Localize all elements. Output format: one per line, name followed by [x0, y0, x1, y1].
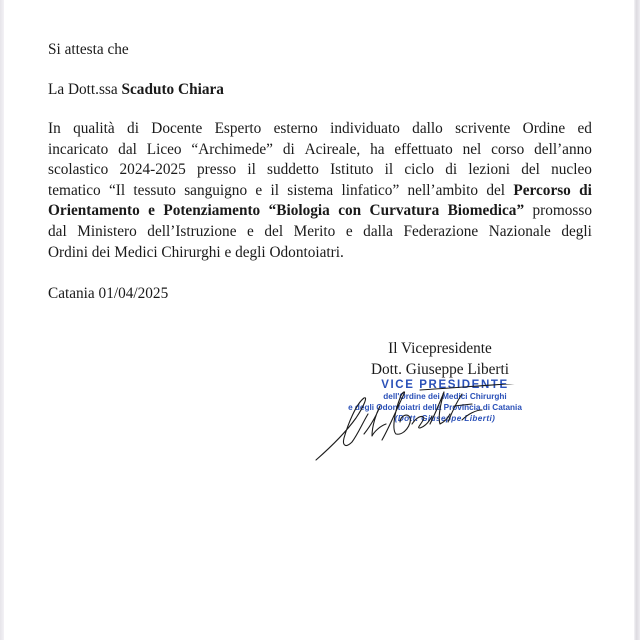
- signature-block: [340, 339, 540, 380]
- body-word: Merito: [293, 222, 336, 240]
- body-word: e: [148, 202, 155, 220]
- body-line-2: [48, 140, 592, 161]
- body-word: ha: [370, 140, 385, 158]
- body-word: individuato: [330, 120, 400, 137]
- official-stamp: [350, 379, 540, 424]
- body-word: dell’anno: [534, 140, 592, 158]
- body-line-5: [48, 201, 592, 222]
- body-word: esterno: [273, 120, 318, 137]
- stamp-line-3: (Dott. Giuseppe Liberti): [394, 414, 496, 423]
- body-word: In: [48, 120, 61, 137]
- body-word: Ordine: [522, 120, 566, 137]
- body-word: Potenziamento: [163, 202, 261, 220]
- body-word: del: [264, 222, 284, 240]
- body-word: ed: [577, 120, 592, 137]
- body-word: Liceo: [146, 140, 182, 158]
- body-word: nel: [462, 140, 482, 158]
- body-word: incaricato: [48, 140, 109, 158]
- place-date: Catania 01/04/2025: [48, 285, 169, 302]
- stamp-line-1: dell'Ordine dei Medici Chirurghi: [383, 392, 507, 401]
- body-word: linfatico”: [341, 181, 400, 199]
- body-word: di: [445, 161, 458, 179]
- page-edge-right: [634, 0, 640, 640]
- signer-role: Il Vicepresidente: [388, 340, 492, 357]
- body-word: “Biologia: [268, 202, 330, 220]
- body-word: promosso: [532, 202, 592, 220]
- body-word: del: [521, 161, 540, 179]
- stamp-title: VICE PRESIDENTE: [381, 379, 509, 391]
- body-word: il: [247, 161, 256, 179]
- body-word: il: [270, 181, 279, 199]
- body-line-3: [48, 160, 592, 181]
- body-word: dal: [48, 222, 67, 240]
- body-word: ciclo: [404, 161, 435, 179]
- body-word: Federazione: [403, 222, 479, 240]
- body-word: e: [255, 181, 263, 199]
- body-word: nell’ambito: [407, 181, 479, 199]
- body-word: suddetto: [267, 161, 319, 179]
- body-word: “Archimede”: [191, 140, 273, 158]
- body-word: “Il: [108, 181, 126, 199]
- body-line-6: [48, 222, 592, 243]
- signer-name: Dott. Giuseppe Liberti: [370, 360, 510, 378]
- body-word: Biomedica”: [447, 202, 525, 220]
- recipient-name: Scaduto Chiara: [121, 81, 224, 98]
- body-word: di: [282, 140, 295, 158]
- body-word: tessuto: [133, 181, 176, 199]
- body-word: del: [486, 181, 506, 199]
- body-word: degli: [561, 222, 592, 240]
- body-line-1: [48, 119, 592, 140]
- body-word: qualità: [73, 120, 115, 137]
- body-word: corso: [491, 140, 525, 158]
- recipient-line: [48, 80, 224, 100]
- body-word: Curvatura: [369, 202, 440, 220]
- body-line-7: Ordini dei Medici Chirurghi e degli Odontoiatri.: [48, 243, 344, 261]
- body-word: sistema: [287, 181, 334, 199]
- stamp-line-2: e degli Odontoiatri della Provincia di Catania: [348, 403, 522, 412]
- body-word: con: [338, 202, 362, 220]
- body-word: Docente: [151, 120, 203, 137]
- intro-text: Si attesta che: [48, 41, 129, 58]
- body-word: 2024-2025: [119, 161, 186, 179]
- body-word: il: [384, 161, 394, 179]
- certificate-body: [48, 119, 592, 263]
- body-word: scolastico: [48, 161, 109, 179]
- body-word: tematico: [48, 181, 101, 199]
- body-word: Istituto: [330, 161, 374, 179]
- body-word: dal: [118, 140, 137, 158]
- page-edge-left: [0, 0, 4, 640]
- body-word: dallo: [412, 120, 443, 137]
- body-word: Acireale,: [304, 140, 361, 158]
- body-word: dell’Istruzione: [147, 222, 237, 240]
- body-word: dalla: [363, 222, 393, 240]
- body-word: e: [247, 222, 254, 240]
- body-word: Ministero: [77, 222, 137, 240]
- body-word: Nazionale: [488, 222, 551, 240]
- body-word: sanguigno: [184, 181, 248, 199]
- body-word: di: [579, 181, 592, 199]
- body-word: nucleo: [551, 161, 592, 179]
- body-word: Orientamento: [48, 202, 140, 220]
- body-line-4: [48, 181, 592, 202]
- body-word: e: [345, 222, 353, 240]
- body-word: presso: [197, 161, 237, 179]
- recipient-title: La Dott.ssa: [48, 81, 122, 98]
- body-word: di: [127, 120, 139, 137]
- body-word: Percorso: [513, 181, 571, 199]
- body-word: effettuato: [394, 140, 453, 158]
- body-word: lezioni: [468, 161, 511, 179]
- body-word: Esperto: [214, 120, 262, 137]
- body-word: scrivente: [455, 120, 511, 137]
